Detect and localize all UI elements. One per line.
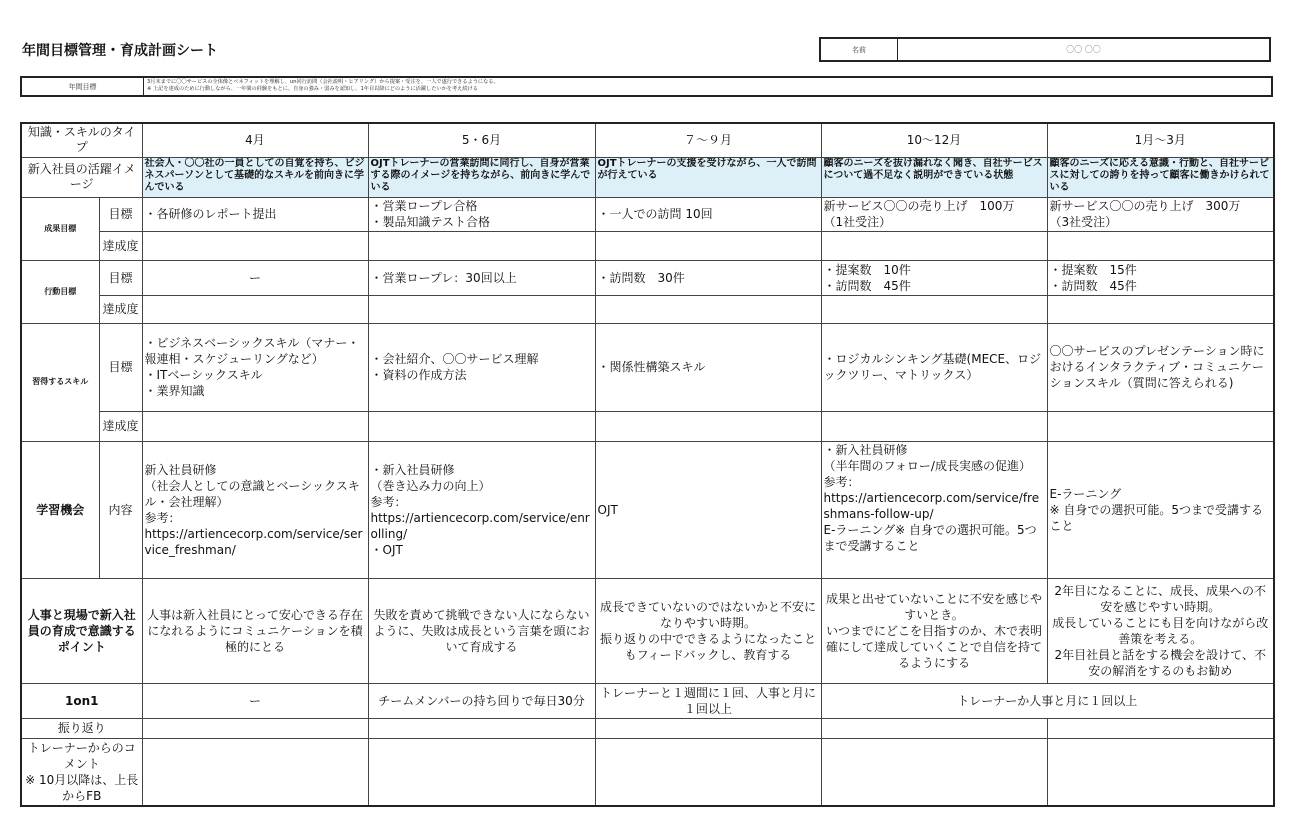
- annual-goal-text[interactable]: 3月末までに〇〇サービスの全体像とベネフィットを理解し、un同行訪問（会社説明・ヒアリング）から提案・受注を、一人で遂行できるようになる。 ※ 上記を達成のために行動しながら、一年間の経験をもとに、自身の強み・弱みを認知し、1年目以降にどのように活躍したいかを考え続ける: [147, 79, 499, 92]
- point-cell[interactable]: 失敗を責めて挑戦できない人にならないように、失敗は成長という言葉を頭において育成する: [368, 578, 595, 683]
- page-title: 年間目標管理・育成計画シート: [22, 43, 218, 59]
- name-label: 名前: [821, 39, 898, 60]
- learning-cell[interactable]: ・新入社員研修 （半年間のフォロー/成長実感の促進） 参考： https://artiencecorp.com/service/freshmans-follow-up/ E-ラーニング※ 自身での選択可能。5つまで受講すること: [821, 441, 1047, 578]
- achieve-cell[interactable]: [821, 231, 1047, 260]
- result-goal-row: [21, 197, 1274, 231]
- oneonone-cell[interactable]: トレーナーと１週間に１回、人事と月に１回以上: [595, 683, 821, 718]
- review-cell[interactable]: [142, 718, 368, 738]
- goal-cell[interactable]: ー: [142, 260, 368, 295]
- achieve-cell[interactable]: [595, 411, 821, 441]
- goal-cell[interactable]: 新サービス〇〇の売り上げ 300万 （3社受注）: [1047, 197, 1274, 231]
- image-row: [21, 157, 1274, 197]
- goal-label: 目標: [99, 260, 142, 295]
- learning-label: 学習機会: [21, 441, 99, 578]
- learning-cell[interactable]: 新入社員研修 （社会人としての意識とベーシックスキル・会社理解） 参考： https://artiencecorp.com/service/service_freshman/: [142, 441, 368, 578]
- points-row: [21, 578, 1274, 683]
- result-label: 成果目標: [21, 197, 99, 260]
- point-cell[interactable]: 人事は新入社員にとって安心できる存在になれるようにコミュニケーションを積極的にとる: [142, 578, 368, 683]
- plan-table: [20, 122, 1275, 807]
- image-cell[interactable]: 社会人・〇〇社の一員としての自覚を持ち、ビジネスパーソンとして基礎的なスキルを前向きに学んでいる: [142, 157, 368, 197]
- goal-label: 目標: [99, 323, 142, 411]
- action-goal-row: [21, 260, 1274, 295]
- goal-cell[interactable]: 〇〇サービスのプレゼンテーション時におけるインタラクティブ・コミュニケーションスキル（質問に答えられる): [1047, 323, 1274, 411]
- achieve-cell[interactable]: [368, 411, 595, 441]
- review-cell[interactable]: [368, 718, 595, 738]
- comment-row: [21, 738, 1274, 806]
- result-achieve-row: [21, 231, 1274, 260]
- achieve-cell[interactable]: [368, 231, 595, 260]
- achieve-cell[interactable]: [821, 295, 1047, 323]
- learning-cell[interactable]: E-ラーニング ※ 自身での選択可能。5つまで受講すること: [1047, 441, 1274, 578]
- comment-cell[interactable]: [142, 738, 368, 806]
- oneonone-cell[interactable]: トレーナーか人事と月に１回以上: [821, 683, 1274, 718]
- goal-cell[interactable]: ・会社紹介、〇〇サービス理解 ・資料の作成方法: [368, 323, 595, 411]
- goal-cell[interactable]: 新サービス〇〇の売り上げ 100万 （1社受注）: [821, 197, 1047, 231]
- image-cell[interactable]: OJTトレーナーの営業訪問に同行し、自身が営業する際のイメージを持ちながら、前向きに学んでいる: [368, 157, 595, 197]
- points-label: 人事と現場で新入社員の育成で意識するポイント: [21, 578, 142, 683]
- comment-label: トレーナーからのコメント ※ 10月以降は、上長からFB: [21, 738, 142, 806]
- achieve-label: 達成度: [99, 231, 142, 260]
- comment-cell[interactable]: [1047, 738, 1274, 806]
- review-label: 振り返り: [21, 718, 142, 738]
- goal-cell[interactable]: ・一人での訪問 10回: [595, 197, 821, 231]
- goal-cell[interactable]: ・各研修のレポート提出: [142, 197, 368, 231]
- header-may-june: 5・6月: [368, 123, 595, 157]
- achieve-cell[interactable]: [142, 295, 368, 323]
- image-label: 新入社員の活躍イメージ: [21, 157, 142, 197]
- oneonone-cell[interactable]: ー: [142, 683, 368, 718]
- point-cell[interactable]: 成果と出せていないことに不安を感じやすいとき。 いつまでにどこを目指すのか、木で表明確にして達成していくことで自信を持てるようにする: [821, 578, 1047, 683]
- goal-cell[interactable]: ・営業ロープレ：30回以上: [368, 260, 595, 295]
- comment-cell[interactable]: [595, 738, 821, 806]
- name-box: [819, 37, 1271, 62]
- review-cell[interactable]: [1047, 718, 1274, 738]
- header-skill-type: 知識・スキルのタイプ: [21, 123, 142, 157]
- goal-cell[interactable]: ・訪問数 30件: [595, 260, 821, 295]
- image-cell[interactable]: 顧客のニーズを抜け漏れなく聞き、自社サービスについて過不足なく説明ができている状態: [821, 157, 1047, 197]
- achieve-cell[interactable]: [142, 231, 368, 260]
- achieve-cell[interactable]: [1047, 295, 1274, 323]
- skill-achieve-row: [21, 411, 1274, 441]
- comment-cell[interactable]: [368, 738, 595, 806]
- image-cell[interactable]: 顧客のニーズに応える意識・行動と、自社サービスに対しての誇りを持って顧客に働きかけられている: [1047, 157, 1274, 197]
- header-jul-sep: ７～９月: [595, 123, 821, 157]
- goal-cell[interactable]: ・提案数 15件 ・訪問数 45件: [1047, 260, 1274, 295]
- annual-goal-label: 年間目標: [22, 78, 144, 95]
- header-oct-dec: 10～12月: [821, 123, 1047, 157]
- point-cell[interactable]: 成長できていないのではないかと不安になりやすい時期。 振り返りの中でできるようになったこともフィードバックし、教育する: [595, 578, 821, 683]
- goal-cell[interactable]: ・関係性構築スキル: [595, 323, 821, 411]
- achieve-cell[interactable]: [595, 295, 821, 323]
- achieve-cell[interactable]: [368, 295, 595, 323]
- image-cell[interactable]: OJTトレーナーの支援を受けながら、一人で訪問が行えている: [595, 157, 821, 197]
- achieve-cell[interactable]: [1047, 231, 1274, 260]
- goal-cell[interactable]: ・ロジカルシンキング基礎(MECE、ロジックツリー、マトリックス）: [821, 323, 1047, 411]
- achieve-cell[interactable]: [595, 231, 821, 260]
- achieve-label: 達成度: [99, 411, 142, 441]
- action-achieve-row: [21, 295, 1274, 323]
- goal-cell[interactable]: ・提案数 10件 ・訪問数 45件: [821, 260, 1047, 295]
- name-field[interactable]: 〇〇 〇〇: [1066, 45, 1101, 54]
- achieve-cell[interactable]: [1047, 411, 1274, 441]
- learning-row: [21, 441, 1274, 578]
- oneonone-cell[interactable]: チームメンバーの持ち回りで毎日30分: [368, 683, 595, 718]
- achieve-cell[interactable]: [142, 411, 368, 441]
- review-row: [21, 718, 1274, 738]
- learning-cell[interactable]: OJT: [595, 441, 821, 578]
- comment-cell[interactable]: [821, 738, 1047, 806]
- action-label: 行動目標: [21, 260, 99, 323]
- goal-cell[interactable]: ・営業ロープレ合格 ・製品知識テスト合格: [368, 197, 595, 231]
- header-jan-mar: 1月～3月: [1047, 123, 1274, 157]
- oneonone-row: [21, 683, 1274, 718]
- content-label: 内容: [99, 441, 142, 578]
- review-cell[interactable]: [821, 718, 1047, 738]
- header-row: [21, 123, 1274, 157]
- goal-label: 目標: [99, 197, 142, 231]
- point-cell[interactable]: 2年目になることに、成長、成果への不安を感じやすい時期。 成長していることにも目を向けながら改善策を考える。 2年目社員と話をする機会を設けて、不安の解消をするのもお勧め: [1047, 578, 1274, 683]
- achieve-label: 達成度: [99, 295, 142, 323]
- learning-cell[interactable]: ・新入社員研修 （巻き込み力の向上） 参考： https://artiencecorp.com/service/enrolling/ ・OJT: [368, 441, 595, 578]
- header-april: 4月: [142, 123, 368, 157]
- goal-cell[interactable]: ・ビジネスベーシックスキル（マナー・報連相・スケジューリングなど） ・ITベーシックスキル ・業界知識: [142, 323, 368, 411]
- review-cell[interactable]: [595, 718, 821, 738]
- skill-goal-row: [21, 323, 1274, 411]
- skill-label: 習得するスキル: [21, 323, 99, 441]
- annual-goal-box: [20, 76, 1273, 97]
- oneonone-label: 1on1: [21, 683, 142, 718]
- achieve-cell[interactable]: [821, 411, 1047, 441]
